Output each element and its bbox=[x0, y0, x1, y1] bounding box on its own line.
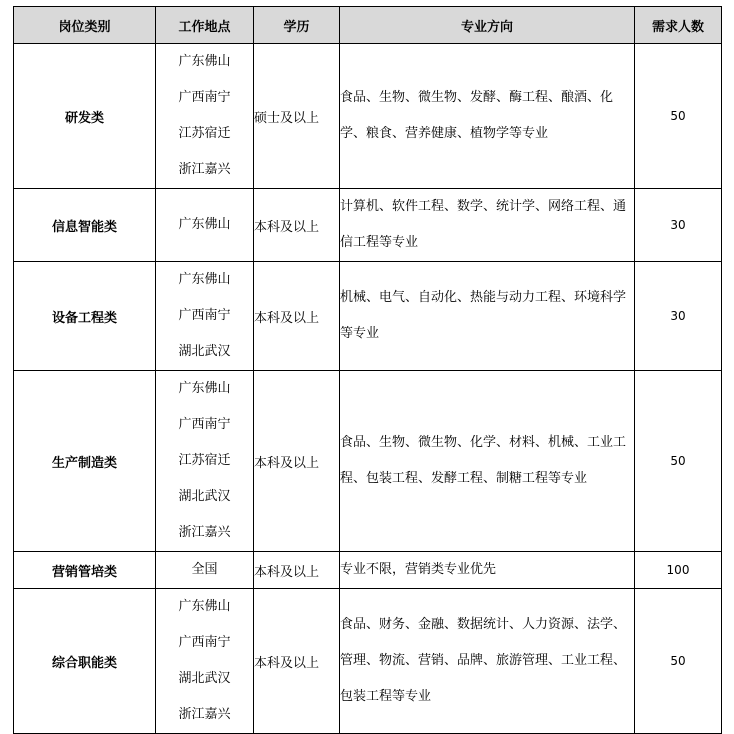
row-locations bbox=[156, 371, 254, 552]
row-category: 营销管培类 bbox=[14, 552, 156, 589]
row-locations bbox=[156, 262, 254, 371]
location-item: 江苏宿迁 bbox=[178, 453, 231, 468]
table-row bbox=[14, 552, 722, 589]
header-location: 工作地点 bbox=[156, 7, 254, 44]
row-education: 本科及以上 bbox=[254, 371, 340, 552]
location-item: 广东佛山 bbox=[178, 599, 231, 614]
row-category: 设备工程类 bbox=[14, 262, 156, 371]
header-category: 岗位类别 bbox=[14, 7, 156, 44]
location-item: 湖北武汉 bbox=[178, 344, 231, 359]
row-category: 信息智能类 bbox=[14, 189, 156, 262]
location-item: 湖北武汉 bbox=[178, 489, 231, 504]
row-locations bbox=[156, 552, 254, 589]
table-row bbox=[14, 589, 722, 734]
header-row bbox=[14, 7, 722, 44]
table-row bbox=[14, 44, 722, 189]
row-count: 30 bbox=[635, 189, 722, 262]
recruitment-table bbox=[13, 6, 722, 734]
location-item: 浙江嘉兴 bbox=[178, 525, 231, 540]
row-education: 本科及以上 bbox=[254, 262, 340, 371]
table-row bbox=[14, 371, 722, 552]
location-item: 广东佛山 bbox=[178, 54, 231, 69]
location-item: 浙江嘉兴 bbox=[178, 162, 231, 177]
row-major: 计算机、软件工程、数学、统计学、网络工程、通信工程等专业 bbox=[340, 189, 635, 262]
row-major: 食品、生物、微生物、发酵、酶工程、酿酒、化学、粮食、营养健康、植物学等专业 bbox=[340, 44, 635, 189]
row-category: 生产制造类 bbox=[14, 371, 156, 552]
row-count: 30 bbox=[635, 262, 722, 371]
location-item: 广西南宁 bbox=[178, 308, 231, 323]
table-row bbox=[14, 262, 722, 371]
row-count: 50 bbox=[635, 371, 722, 552]
row-education: 本科及以上 bbox=[254, 189, 340, 262]
row-count: 50 bbox=[635, 44, 722, 189]
row-education: 本科及以上 bbox=[254, 589, 340, 734]
row-education: 硕士及以上 bbox=[254, 44, 340, 189]
header-education: 学历 bbox=[254, 7, 340, 44]
location-item: 江苏宿迁 bbox=[178, 126, 231, 141]
location-item: 湖北武汉 bbox=[178, 671, 231, 686]
row-category: 综合职能类 bbox=[14, 589, 156, 734]
row-locations bbox=[156, 44, 254, 189]
location-item: 广西南宁 bbox=[178, 417, 231, 432]
row-major: 食品、财务、金融、数据统计、人力资源、法学、管理、物流、营销、品牌、旅游管理、工业工程、包装工程等专业 bbox=[340, 589, 635, 734]
row-major: 机械、电气、自动化、热能与动力工程、环境科学等专业 bbox=[340, 262, 635, 371]
location-item: 广西南宁 bbox=[178, 635, 231, 650]
location-item: 广东佛山 bbox=[178, 272, 231, 287]
header-major: 专业方向 bbox=[340, 7, 635, 44]
header-count: 需求人数 bbox=[635, 7, 722, 44]
location-item: 全国 bbox=[191, 562, 218, 577]
table-row bbox=[14, 189, 722, 262]
row-education: 本科及以上 bbox=[254, 552, 340, 589]
row-locations bbox=[156, 589, 254, 734]
row-count: 50 bbox=[635, 589, 722, 734]
row-major: 专业不限，营销类专业优先 bbox=[340, 552, 635, 589]
row-category: 研发类 bbox=[14, 44, 156, 189]
location-item: 广东佛山 bbox=[178, 381, 231, 396]
location-item: 广西南宁 bbox=[178, 90, 231, 105]
row-locations bbox=[156, 189, 254, 262]
row-count: 100 bbox=[635, 552, 722, 589]
location-item: 广东佛山 bbox=[178, 217, 231, 232]
location-item: 浙江嘉兴 bbox=[178, 707, 231, 722]
row-major: 食品、生物、微生物、化学、材料、机械、工业工程、包装工程、发酵工程、制糖工程等专业 bbox=[340, 371, 635, 552]
